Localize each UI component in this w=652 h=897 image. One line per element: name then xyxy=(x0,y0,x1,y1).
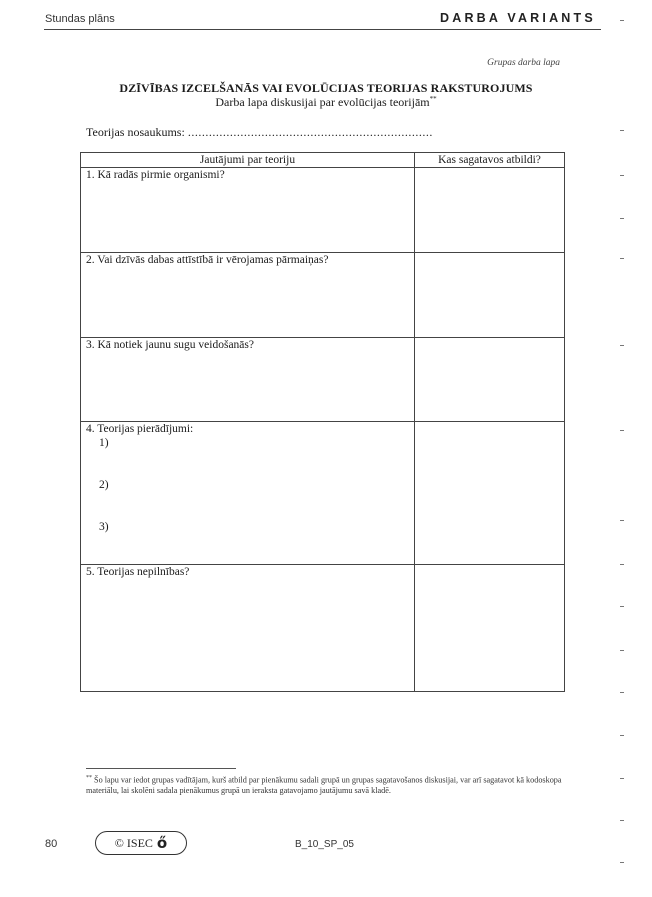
subtitle-footnote-mark: ** xyxy=(429,95,437,103)
proof-item: 1) xyxy=(99,437,109,449)
question-cell: 1. Kā radās pirmie organismi? xyxy=(81,168,415,253)
theory-name-blank[interactable]: ...................................................................... xyxy=(187,125,433,139)
header-left-label: Stundas plāns xyxy=(45,13,115,25)
logo-text: © ISEC xyxy=(114,835,153,850)
footnote-mark: ** xyxy=(86,775,92,781)
header-right-label: DARBA VARIANTS xyxy=(440,11,596,25)
worksheet-type: Grupas darba lapa xyxy=(487,58,560,68)
subtitle-text: Darba lapa diskusijai par evolūcijas teorijām xyxy=(215,95,430,109)
question-cell: 5. Teorijas nepilnības? xyxy=(81,565,415,692)
header-questions: Jautājumi par teoriju xyxy=(81,153,415,168)
theory-name-label: Teorijas nosaukums: xyxy=(86,125,185,139)
footnote-text: Šo lapu var iedot grupas vadītājam, kurš atbild par pienākumu sadali grupā un grupas sagatavošanos diskusijai, var arī sagatavot kā kodoskopa materiālu, lai skolēni sadala pienākumus grupā un ieraksta gatavojamo jautājumu savā kladē. xyxy=(86,775,562,796)
question-cell: 3. Kā notiek jaunu sugu veidošanās? xyxy=(81,338,415,422)
question-text: 4. Teorijas pierādījumi: xyxy=(86,423,194,435)
document-code: B_10_SP_05 xyxy=(295,839,354,850)
page-title: DZĪVĪBAS IZCELŠANĀS VAI EVOLŪCIJAS TEORIJAS RAKSTUROJUMS xyxy=(119,81,533,95)
page-number: 80 xyxy=(45,838,58,850)
isec-mark-icon: ő xyxy=(156,834,168,852)
question-cell: 2. Vai dzīvās dabas attīstībā ir vērojamas pārmaiņas? xyxy=(81,253,415,338)
proof-item: 3) xyxy=(99,521,109,533)
proof-item: 2) xyxy=(99,479,109,491)
header-responsible: Kas sagatavos atbildi? xyxy=(415,153,565,168)
